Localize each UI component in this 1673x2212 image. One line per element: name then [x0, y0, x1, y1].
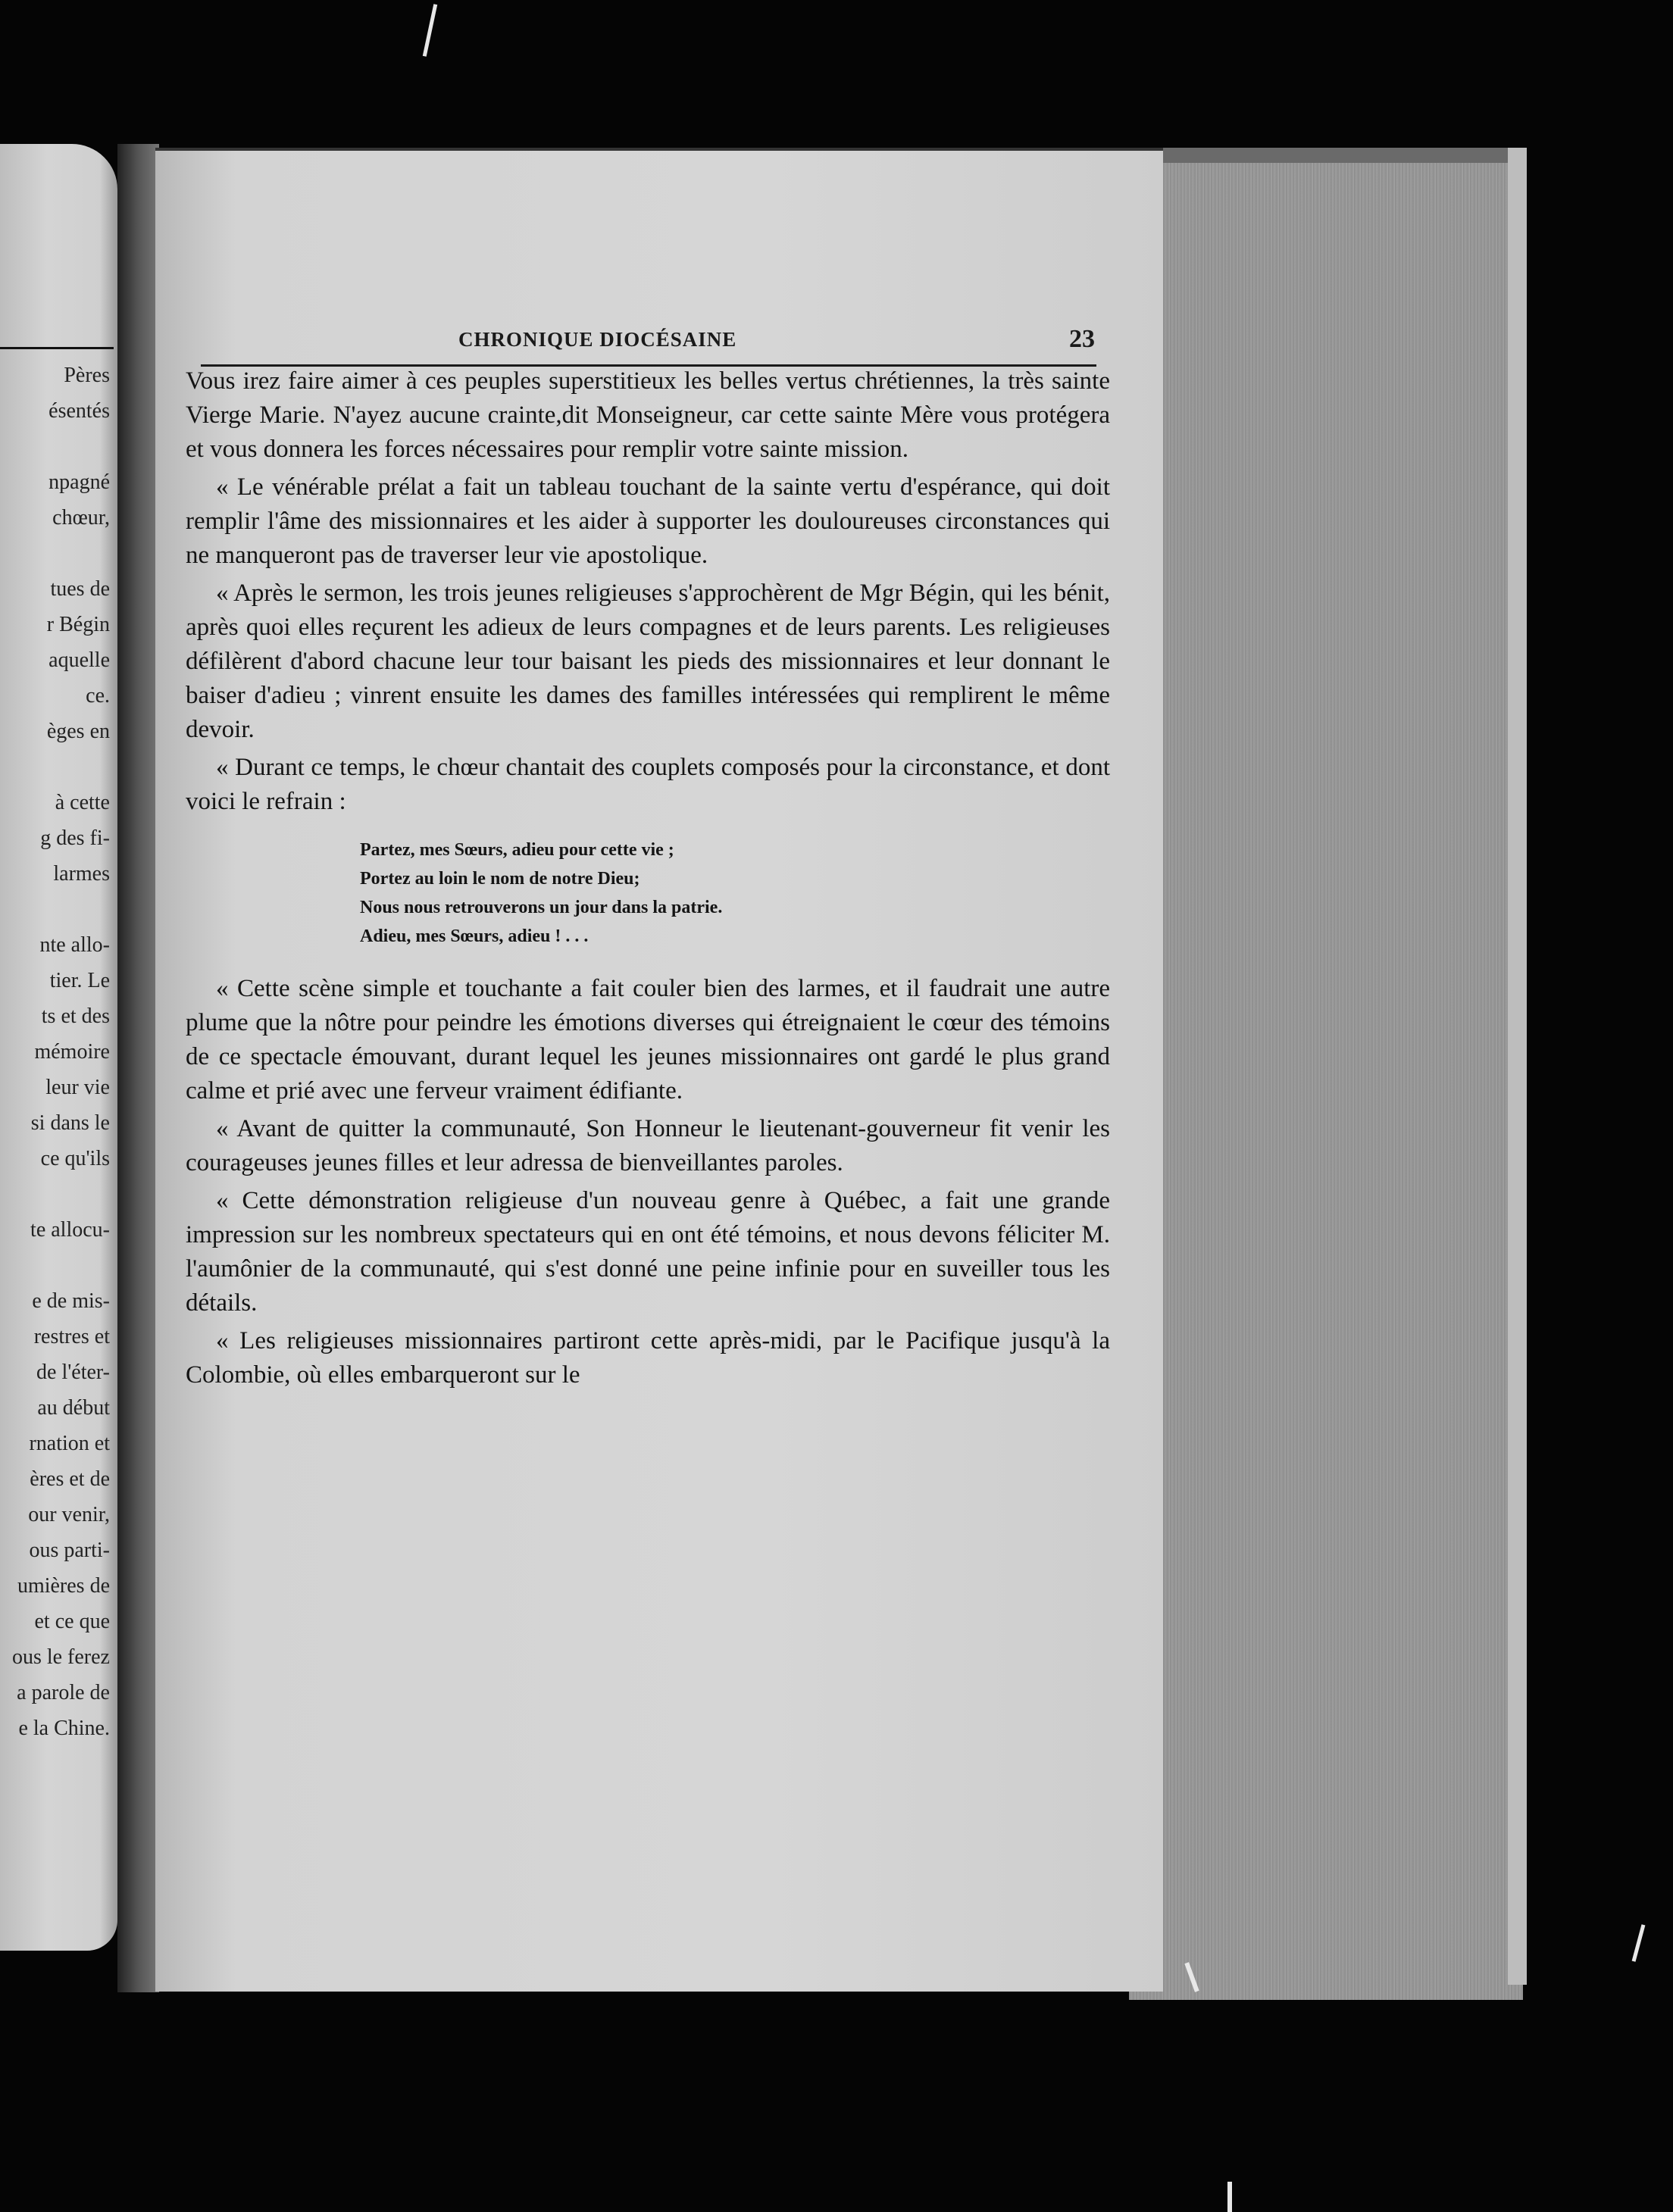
- left-page-line: mémoire: [34, 1040, 110, 1064]
- left-page-line: our venir,: [28, 1503, 110, 1526]
- left-page-line: chœur,: [52, 506, 110, 530]
- left-page: [0, 144, 117, 1951]
- page-body: [186, 364, 1110, 1396]
- left-page-line: au début: [37, 1396, 110, 1420]
- left-page-line: e la Chine.: [18, 1717, 110, 1740]
- paragraph-6: « Avant de quitter la communauté, Son Honneur le lieutenant-gouverneur fit venir les courageuses jeunes filles et leur adressa de bienveillantes paroles.: [186, 1115, 1110, 1176]
- page-header: [201, 319, 1095, 357]
- left-page-line: Pères: [64, 364, 110, 387]
- page-block-edges: [1129, 148, 1523, 2000]
- left-page-line: nte allo-: [39, 933, 110, 957]
- left-page-line: ts et des: [41, 1004, 110, 1028]
- left-page-line: aquelle: [48, 648, 110, 672]
- poem-line: Partez, mes Sœurs, adieu pour cette vie ;: [360, 840, 674, 860]
- paragraph-1: Vous irez faire aimer à ces peuples superstitieux les belles vertus chrétiennes, la très sainte Vierge Marie. N'ayez aucune crainte,dit Monseigneur, car cette sainte Mère vous protégera et vous donnera les forces nécessaires pour remplir votre sainte mission.: [186, 367, 1110, 463]
- left-page-line: e de mis-: [32, 1289, 110, 1313]
- film-speck: [423, 4, 437, 57]
- left-page-line: et ce que: [34, 1610, 110, 1633]
- left-page-line: restres et: [33, 1325, 110, 1348]
- left-page-line: ous le ferez: [11, 1645, 110, 1669]
- book-gutter: [117, 144, 159, 1992]
- left-page-line: de l'éter-: [36, 1361, 110, 1384]
- book-page: [155, 148, 1163, 1992]
- paragraph-4: « Durant ce temps, le chœur chantait des couplets composés pour la circonstance, et dont voici le refrain :: [186, 754, 1110, 815]
- left-page-line: tues de: [50, 577, 110, 601]
- left-page-line: npagné: [48, 470, 110, 494]
- refrain-poem: [360, 836, 1110, 951]
- paragraph-2: « Le vénérable prélat a fait un tableau touchant de la sainte vertu d'espérance, qui doit remplir l'âme des missionnaires et les aider à supporter les douloureuses circonstances qui ne manqueront pas de traverser leur vie apostolique.: [186, 473, 1110, 569]
- film-speck: [1227, 2182, 1232, 2212]
- paragraph-3: « Après le sermon, les trois jeunes religieuses s'approchèrent de Mgr Bégin, qui les bénit, après quoi elles reçurent les adieux de leurs compagnes et de leurs parents. Les religieuses défilèrent d'abord chacune leur tour baisant les pieds des missionnaires et leur donnant le baiser d'adieu ; vinrent ensuite les dames des familles intéressées qui remplirent le même devoir.: [186, 580, 1110, 743]
- page-number: 23: [1069, 325, 1095, 353]
- left-page-line: a parole de: [17, 1681, 110, 1704]
- left-page-line: g des fi-: [40, 826, 110, 850]
- left-page-line: ce.: [86, 684, 110, 708]
- left-page-line: larmes: [53, 862, 110, 886]
- left-page-line: si dans le: [30, 1111, 110, 1135]
- left-page-line: ésentés: [48, 399, 110, 423]
- paragraph-7: « Cette démonstration religieuse d'un nouveau genre à Québec, a fait une grande impression sur les nombreux spectateurs qui en ont été témoins, et nous devons féliciter M. l'aumônier de la communauté, qui s'est donné une peine infinie pour en suveiller tous les détails.: [186, 1187, 1110, 1317]
- film-speck: [1632, 1924, 1646, 1962]
- page-block-fore-edge: [1508, 148, 1527, 1985]
- paragraph-8: « Les religieuses missionnaires partiront cette après-midi, par le Pacifique jusqu'à la Colombie, où elles embarqueront sur le: [186, 1327, 1110, 1389]
- left-page-line: te allocu-: [30, 1218, 110, 1242]
- left-page-line: r Bégin: [46, 613, 110, 636]
- left-page-rule: [0, 347, 114, 349]
- paragraph-5: « Cette scène simple et touchante a fait couler bien des larmes, et il faudrait une autre plume que la nôtre pour peindre les émotions diverses qui étreignaient le cœur des témoins de ce spectacle émouvant, durant lequel les jeunes missionnaires ont gardé le plus grand calme et prié avec une ferveur vraiment édifiante.: [186, 975, 1110, 1104]
- poem-line: Nous nous retrouverons un jour dans la patrie.: [360, 898, 723, 917]
- left-page-line: ères et de: [30, 1467, 110, 1491]
- left-page-line: umières de: [17, 1574, 110, 1598]
- left-page-line: à cette: [55, 791, 110, 814]
- left-page-line: èges en: [46, 720, 110, 743]
- left-page-line: tier. Le: [49, 969, 110, 992]
- left-page-line: ce qu'ils: [40, 1147, 110, 1170]
- poem-line: Portez au loin le nom de notre Dieu;: [360, 869, 640, 889]
- left-page-line: leur vie: [45, 1076, 110, 1099]
- poem-line: Adieu, mes Sœurs, adieu ! . . .: [360, 926, 589, 946]
- left-page-line: ous parti-: [29, 1539, 110, 1562]
- left-page-line: rnation et: [29, 1432, 110, 1455]
- running-head: CHRONIQUE DIOCÉSAINE: [458, 328, 737, 351]
